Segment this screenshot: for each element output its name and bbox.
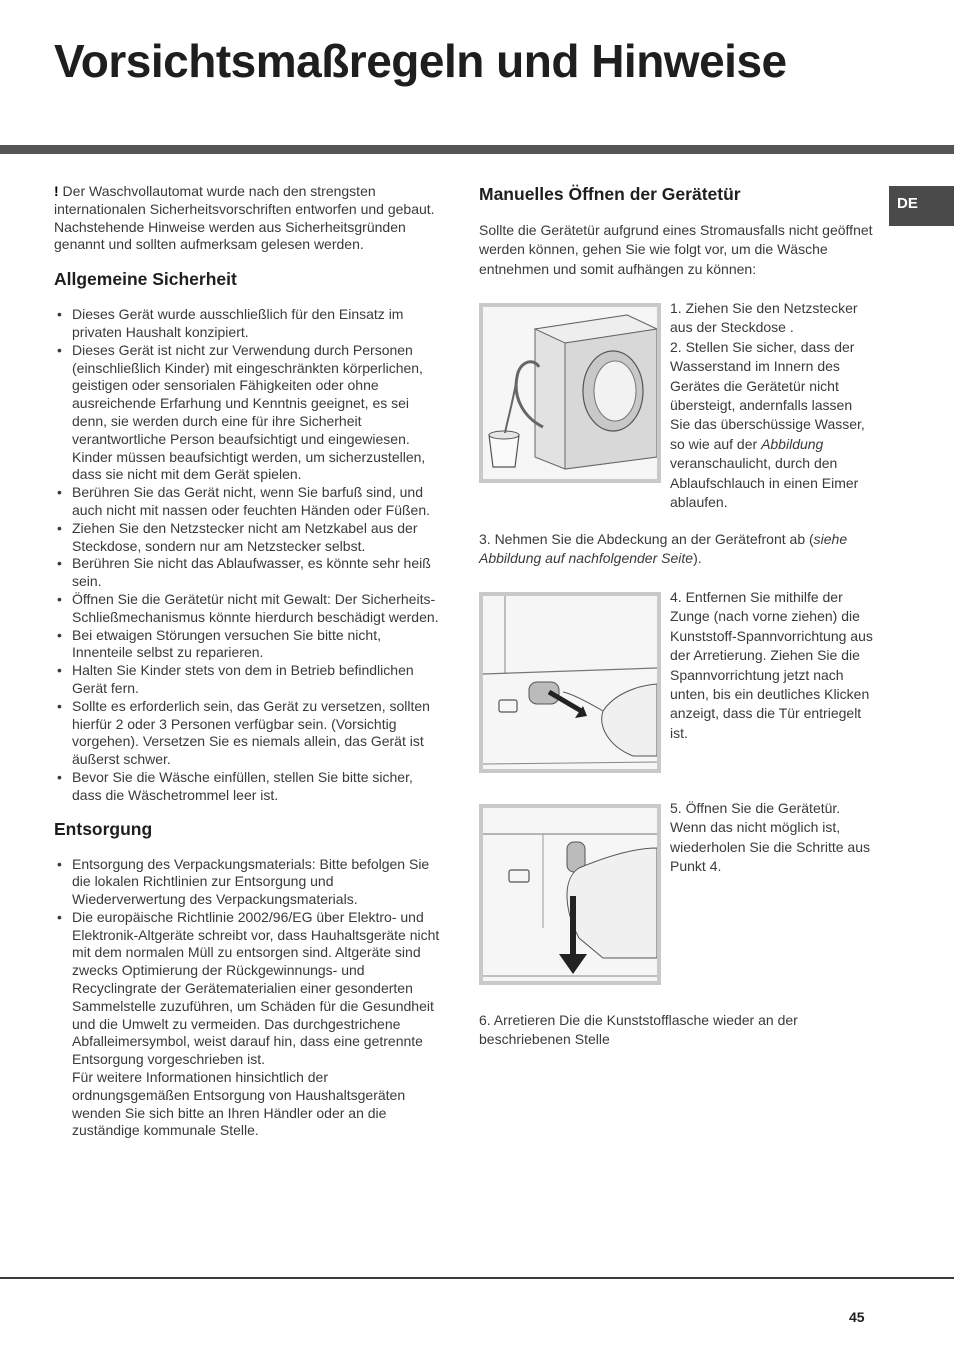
step-2: 2. Stellen Sie sicher, dass der Wasserstand im Innern des Gerätes die Gerätetür nicht übersteigt, andernfalls lassen Sie das überschüssige Wasser, so wie auf der Abbildung veranschaulicht, durch den Ablaufschlauch in einen Eimer ablaufen.	[670, 338, 865, 511]
step-6: 6. Arretieren Die die Kunststofflasche wieder an der beschriebenen Stelle	[479, 1012, 798, 1048]
list-item	[54, 909, 444, 1140]
heading-manuelles-oeffnen: Manuelles Öffnen der Gerätetür	[479, 184, 741, 204]
heading-entsorgung: Entsorgung	[54, 818, 153, 839]
intro-text: Der Waschvollautomat wurde nach den strengsten internationalen Sicherheitsvorschriften entworfen und gebaut. Nachstehende Hinweise werden aus Sicherheitsgründen genannt und sollten aufmerksam gelesen werden.	[54, 183, 435, 253]
list-item-extra: Für weitere Informationen hinsichtlich der ordnungsgemäßen Entsorgung von Haushaltsgeräten wenden Sie sich bitte an Ihren Händler oder an die zuständige kommunale Stelle.	[72, 1069, 406, 1139]
page-title: Vorsichtsmaßregeln und Hinweise	[54, 35, 787, 87]
intro-paragraph	[54, 183, 444, 254]
figure-pull-tab	[479, 592, 661, 773]
step-4: 4. Entfernen Sie mithilfe der Zunge (nach vorne ziehen) die Kunststoff-Spannvorrichtung aus der Arretierung. Ziehen Sie die Spannvorrichtung jetzt nach unten, bis ein deutliches Klicken anzeigt, dass die Tür entriegelt ist.	[670, 589, 873, 741]
list-item: • Berühren Sie das Gerät nicht, wenn Sie barfuß sind, und auch nicht mit nassen oder feuchten Händen oder Füßen.	[54, 484, 444, 520]
manual-intro: Sollte die Gerätetür aufgrund eines Stromausfalls nicht geöffnet werden können, gehen Sie wie folgt vor, um die Wäsche entnehmen und somit aufhängen zu können:	[479, 222, 873, 277]
step-3: 3. Nehmen Sie die Abdeckung an der Gerätefront ab (siehe Abbildung auf nachfolgender Seite).	[479, 531, 848, 567]
heading-allgemeine-sicherheit: Allgemeine Sicherheit	[54, 269, 237, 290]
step-5-block	[670, 799, 875, 877]
left-column	[54, 183, 444, 1140]
step-4-block	[670, 588, 875, 743]
list-item: • Dieses Gerät wurde ausschließlich für den Einsatz im privaten Haushalt konzipiert.	[54, 306, 444, 342]
washing-machine-illustration	[483, 307, 657, 479]
list-item: • Dieses Gerät ist nicht zur Verwendung durch Personen (einschließlich Kinder) mit eingeschränkten körperlichen, geistigen oder sensorialen Fähigkeiten oder ohne ausreichende Erfarhung und Kenntnis geeignet, es sei denn, sie werden durch eine für ihre Sicherheit verantwortliche Person beaufsichtigt und eingewiesen. Kinder müssen beaufsichtigt werden, um sicherzustellen, dass sie nicht mit dem Gerät spielen.	[54, 342, 444, 484]
title-rule	[0, 145, 954, 154]
page-number: 45	[849, 1309, 865, 1325]
steps-1-2	[670, 299, 875, 512]
list-item: • Berühren Sie nicht das Ablaufwasser, es könnte sehr heiß sein.	[54, 555, 444, 591]
list-item: • Sollte es erforderlich sein, das Gerät zu versetzen, sollten hierfür 2 oder 3 Personen verfügbar sein. (Vorsichtig vorgehen). Versetzen Sie es niemals allein, das Gerät ist äußerst schwer.	[54, 698, 444, 769]
disposal-list	[54, 856, 444, 1141]
language-tab: DE	[889, 186, 954, 226]
pull-tab-illustration	[483, 596, 657, 769]
list-item: • Bei etwaigen Störungen versuchen Sie bitte nicht, Innenteile selbst zu reparieren.	[54, 627, 444, 663]
figure-drain-bucket	[479, 303, 661, 483]
list-item: • Bevor Sie die Wäsche einfüllen, stellen Sie bitte sicher, dass die Wäschetrommel leer ist.	[54, 769, 444, 805]
step-5: 5. Öffnen Sie die Gerätetür. Wenn das nicht möglich ist, wiederholen Sie die Schritte aus Punkt 4.	[670, 800, 871, 875]
figure-pull-down	[479, 804, 661, 985]
list-item-text: Die europäische Richtlinie 2002/96/EG über Elektro- und Elektronik-Altgeräte schreibt vor, dass Hauhaltsgeräte nicht mit dem normalen Müll zu entsorgen sind. Altgeräte sind zwecks Optimierung der Rückgewinnungs- und Recyclingrate der Gerätematerialien einer gesonderten Sammelstelle zuzuführen, um Schäden für die Gesundheit und die Umwelt zu vermeiden. Das durchgestrichene Abfalleimersymbol, weist darauf hin, dass eine getrennte Entsorgung vorgeschrieben ist.	[72, 908, 440, 1068]
list-item: • Halten Sie Kinder stets von dem in Betrieb befindlichen Gerät fern.	[54, 662, 444, 698]
list-item: • Entsorgung des Verpackungsmaterials: Bitte befolgen Sie die lokalen Richtlinien zur Entsorgung und Wiederverwertung des Verpackungsmaterials.	[54, 856, 444, 909]
list-item: • Ziehen Sie den Netzstecker nicht am Netzkabel aus der Steckdose, sondern nur am Netzstecker selbst.	[54, 520, 444, 556]
safety-list	[54, 306, 444, 804]
list-item: • Öffnen Sie die Gerätetür nicht mit Gewalt: Der Sicherheits-Schließmechanismus könnte hierdurch beschädigt werden.	[54, 591, 444, 627]
right-column	[479, 183, 879, 1048]
pull-down-illustration	[483, 808, 657, 981]
warning-mark: !	[54, 183, 59, 199]
step-1: 1. Ziehen Sie den Netzstecker aus der Steckdose .	[670, 300, 858, 336]
footer-rule	[0, 1277, 954, 1279]
